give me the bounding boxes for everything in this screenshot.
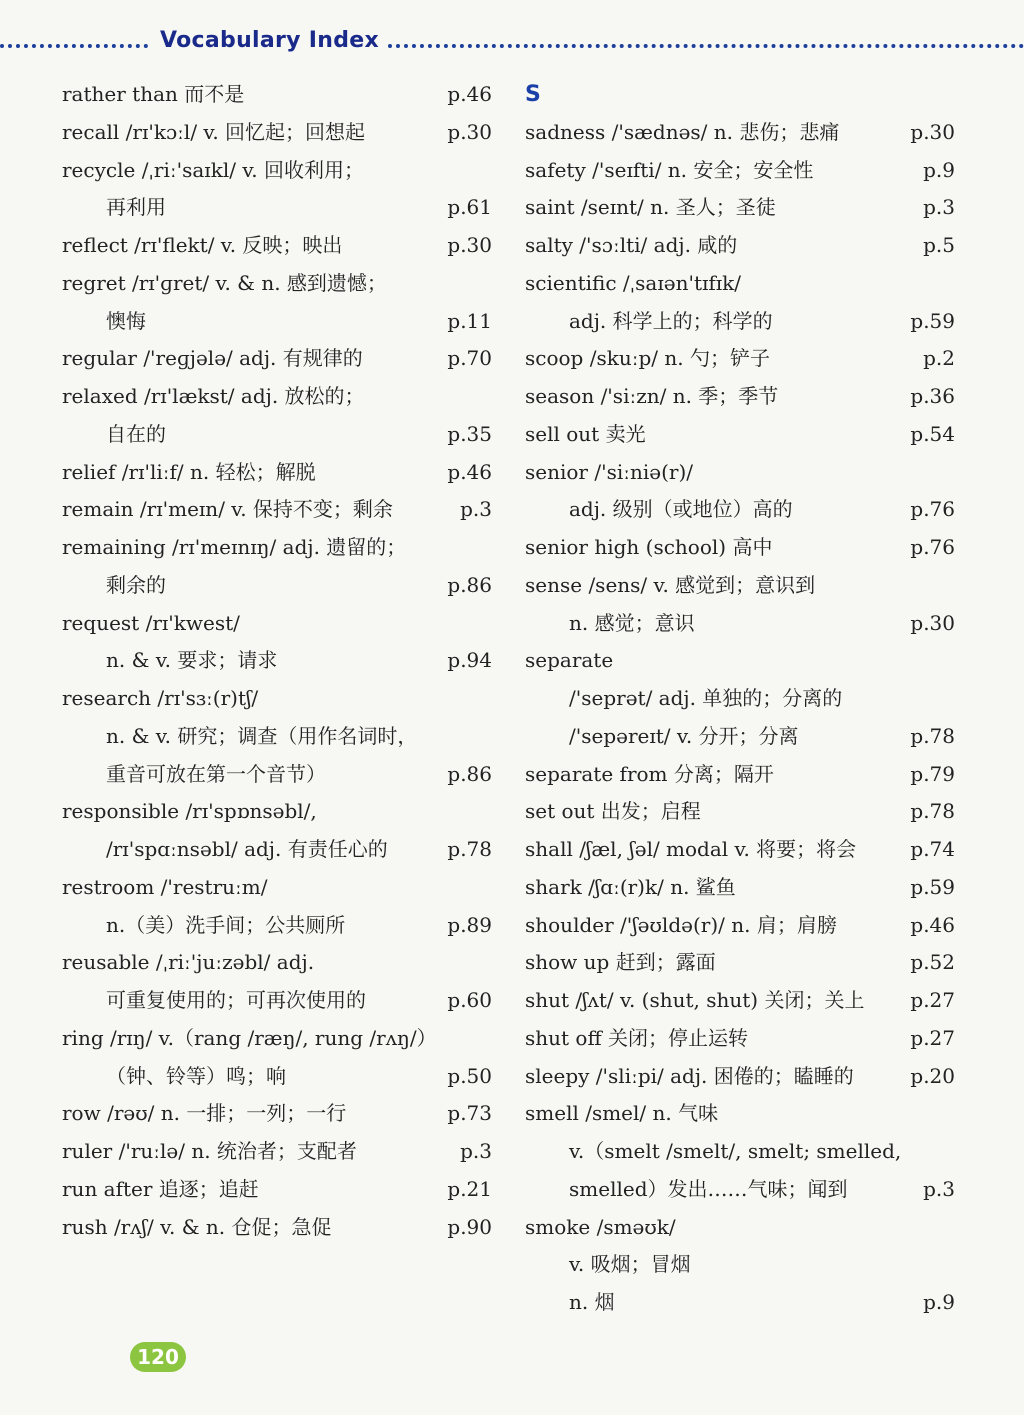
entry-page-ref: p.78 [447,837,492,861]
entry-page-ref: p.27 [910,1025,955,1050]
vocab-entry-line [62,642,492,680]
entry-text: adj. 级别（或地位）高的 [569,497,793,522]
vocab-entry-line [525,869,955,907]
entry-text: ring /rɪŋ/ v.（rang /ræŋ/, rung /rʌŋ/） [62,1025,437,1050]
entry-text: shut /ʃʌt/ v. (shut, shut) 关闭；关上 [525,988,865,1012]
entry-page-ref: p.78 [910,799,955,824]
vocab-entry-line [62,303,492,341]
entry-text: scoop /skuːp/ n. 勺；铲子 [525,346,770,371]
entry-text: regular /'reɡjələ/ adj. 有规律的 [62,346,363,371]
entry-page-ref: p.46 [447,459,492,484]
entry-text: research /rɪ'sɜː(r)tʃ/ [62,686,259,710]
vocab-entry-line [62,189,492,227]
vocab-entry-line [525,567,955,605]
vocab-entry-line [62,718,492,756]
entry-page-ref: p.79 [910,761,955,786]
vocab-entry-line [62,605,492,643]
entry-page-ref: p.36 [910,384,955,408]
vocab-entry-line [62,982,492,1020]
entry-page-ref: p.70 [447,346,492,371]
page-number-badge: 120 [130,1342,186,1372]
vocab-entry-line [62,944,492,982]
entry-text: request /rɪ'kwest/ [62,610,240,635]
entry-text: 可重复使用的；可再次使用的 [106,988,366,1012]
vocab-entry-line [525,605,955,643]
entry-page-ref: p.30 [447,119,492,144]
entry-page-ref: p.3 [923,195,955,220]
entry-text: shark /ʃɑː(r)k/ n. 鲨鱼 [525,874,736,899]
page-header [0,28,1024,62]
vocab-entry-line [62,831,492,869]
entry-text: responsible /rɪ'spɒnsəbl/, [62,799,317,824]
page-title: Vocabulary Index [160,28,379,53]
vocab-entry-line [525,1133,955,1171]
vocab-entry-line [525,227,955,265]
vocab-entry-line [62,907,492,945]
vocab-entry-line [525,1058,955,1096]
entry-page-ref: p.59 [910,308,955,333]
entry-page-ref: p.50 [447,1063,492,1088]
entry-page-ref: p.76 [910,497,955,522]
entry-page-ref: p.2 [923,346,955,371]
vocab-entry-line [525,1246,955,1284]
vocab-entry-line [62,378,492,416]
entry-page-ref: p.9 [923,1290,955,1314]
entry-text: separate from 分离；隔开 [525,761,774,786]
entry-text: 自在的 [106,421,166,446]
vocab-entry-line [525,944,955,982]
entry-page-ref: p.3 [460,1139,492,1163]
entry-text: smoke /sməʊk/ [525,1214,676,1239]
vocab-entry-line [525,378,955,416]
entry-text: sell out 卖光 [525,421,646,446]
entry-text: safety /'seɪfti/ n. 安全；安全性 [525,157,814,182]
vocab-entry-line [62,340,492,378]
entry-text: show up 赶到；露面 [525,950,716,975]
vocab-entry-line [62,416,492,454]
entry-page-ref: p.3 [460,497,492,522]
section-letter: S [525,82,541,107]
vocab-entry-line [525,529,955,567]
vocab-entry-line [62,1058,492,1096]
entry-text: rush /rʌʃ/ v. & n. 仓促；急促 [62,1214,332,1239]
entry-text: shall /ʃæl, ʃəl/ modal v. 将要；将会 [525,837,857,861]
entry-text: recall /rɪ'kɔːl/ v. 回忆起；回想起 [62,119,366,144]
entry-text: regret /rɪ'ɡret/ v. & n. 感到遗憾； [62,270,387,295]
entry-text: /'seprət/ adj. 单独的；分离的 [569,686,843,710]
entry-text: 重音可放在第一个音节） [106,761,326,786]
vocab-entry-line [525,114,955,152]
vocab-entry-line [62,1133,492,1171]
vocabulary-column-left [62,76,492,1246]
entry-page-ref: p.9 [923,157,955,182]
entry-page-ref: p.5 [923,233,955,257]
vocab-entry-line [62,152,492,190]
vocab-entry-line [525,152,955,190]
entry-text: sense /sens/ v. 感觉到；意识到 [525,572,816,597]
entry-text: n.（美）洗手间；公共厕所 [106,912,346,937]
vocab-entry-line [525,1209,955,1247]
header-dotted-rule-right [388,44,1024,48]
vocab-entry-line [525,303,955,341]
entry-page-ref: p.73 [447,1101,492,1126]
entry-page-ref: p.46 [910,912,955,937]
vocab-entry-line [62,680,492,718]
entry-text: reflect /rɪ'flekt/ v. 反映；映出 [62,233,343,257]
entry-page-ref: p.3 [923,1176,955,1201]
vocab-entry-line [62,1209,492,1247]
entry-text: remaining /rɪ'meɪnɪŋ/ adj. 遗留的； [62,535,407,559]
vocab-entry-line [525,831,955,869]
vocab-entry-line [525,416,955,454]
entry-text: salty /'sɔːlti/ adj. 咸的 [525,233,738,257]
entry-text: relief /rɪ'liːf/ n. 轻松；解脱 [62,459,316,484]
entry-page-ref: p.74 [910,837,955,861]
entry-text: v.（smelt /smelt/, smelt; smelled, [569,1139,902,1163]
entry-text: n. 烟 [569,1290,615,1314]
entry-page-ref: p.46 [447,82,492,106]
vocab-entry-line [62,491,492,529]
entry-text: 剩余的 [106,572,166,597]
entry-page-ref: p.35 [447,421,492,446]
vocab-entry-line [525,1020,955,1058]
entry-text: adj. 科学上的；科学的 [569,308,773,333]
entry-text: row /rəʊ/ n. 一排；一列；一行 [62,1101,347,1126]
entry-page-ref: p.30 [910,610,955,635]
entry-text: （钟、铃等）鸣；响 [106,1063,286,1088]
entry-page-ref: p.61 [447,195,492,220]
entry-text: 再利用 [106,195,166,220]
vocab-entry-line [525,642,955,680]
entry-page-ref: p.89 [447,912,492,937]
vocab-entry-line [62,1020,492,1058]
header-dotted-rule-left [0,44,148,48]
entry-text: /'sepəreɪt/ v. 分开；分离 [569,723,799,748]
entry-page-ref: p.60 [447,988,492,1012]
entry-text: scientific /ˌsaɪən'tɪfɪk/ [525,270,742,295]
vocab-entry-line [525,491,955,529]
vocabulary-column-right [525,76,955,1322]
entry-text: smelled）发出……气味；闻到 [569,1176,848,1201]
entry-text: relaxed /rɪ'lækst/ adj. 放松的； [62,384,365,408]
entry-page-ref: p.86 [447,761,492,786]
entry-text: saint /seɪnt/ n. 圣人；圣徒 [525,195,776,220]
vocab-entry-line [525,1095,955,1133]
vocab-entry-line [525,680,955,718]
entry-text: ruler /'ruːlə/ n. 统治者；支配者 [62,1139,357,1163]
entry-page-ref: p.76 [910,535,955,559]
vocab-entry-line [525,718,955,756]
vocab-entry-line [62,756,492,794]
vocab-entry-line [62,76,492,114]
entry-text: shut off 关闭；停止运转 [525,1025,749,1050]
vocab-entry-line [62,567,492,605]
entry-text: shoulder /'ʃəʊldə(r)/ n. 肩；肩膀 [525,912,837,937]
vocab-entry-line [62,265,492,303]
vocab-entry-line [525,1284,955,1322]
entry-text: n. & v. 要求；请求 [106,648,278,673]
entry-text: separate [525,648,614,673]
entry-text: n. 感觉；意识 [569,610,695,635]
entry-text: rather than 而不是 [62,82,245,106]
entry-text: reusable /ˌriː'juːzəbl/ adj. [62,950,315,975]
vocab-entry-line [525,982,955,1020]
entry-text: season /'siːzn/ n. 季；季节 [525,384,779,408]
section-letter-row [525,76,955,114]
vocab-entry-line [525,793,955,831]
vocab-entry-line [525,265,955,303]
entry-text: run after 追逐；追赶 [62,1176,259,1201]
vocab-entry-line [525,454,955,492]
entry-page-ref: p.54 [910,421,955,446]
entry-page-ref: p.78 [910,723,955,748]
vocab-entry-line [62,529,492,567]
vocab-entry-line [525,189,955,227]
entry-page-ref: p.20 [910,1063,955,1088]
vocab-entry-line [525,1171,955,1209]
entry-page-ref: p.30 [447,233,492,257]
entry-text: senior high (school) 高中 [525,535,773,559]
entry-text: v. 吸烟；冒烟 [569,1252,691,1277]
entry-text: restroom /'restruːm/ [62,874,268,899]
entry-page-ref: p.27 [910,988,955,1012]
entry-text: set out 出发；启程 [525,799,701,824]
entry-page-ref: p.30 [910,119,955,144]
entry-page-ref: p.94 [447,648,492,673]
vocab-entry-line [525,756,955,794]
entry-page-ref: p.21 [447,1176,492,1201]
entry-page-ref: p.11 [447,308,492,333]
vocab-entry-line [62,793,492,831]
vocab-entry-line [62,114,492,152]
vocab-entry-line [525,907,955,945]
entry-text: sadness /'sædnəs/ n. 悲伤；悲痛 [525,119,840,144]
entry-text: senior /'siːniə(r)/ [525,459,693,484]
entry-page-ref: p.52 [910,950,955,975]
entry-page-ref: p.59 [910,874,955,899]
vocab-entry-line [62,227,492,265]
vocab-entry-line [62,454,492,492]
vocab-entry-line [525,340,955,378]
entry-text: n. & v. 研究；调查（用作名词时， [106,723,418,748]
entry-text: /rɪ'spɑːnsəbl/ adj. 有责任心的 [106,837,388,861]
vocab-entry-line [62,1171,492,1209]
entry-page-ref: p.86 [447,572,492,597]
entry-text: remain /rɪ'meɪn/ v. 保持不变；剩余 [62,497,393,522]
vocab-entry-line [62,1095,492,1133]
entry-text: sleepy /'sliːpi/ adj. 困倦的；瞌睡的 [525,1063,854,1088]
entry-text: smell /smel/ n. 气味 [525,1101,719,1126]
entry-text: recycle /ˌriː'saɪkl/ v. 回收利用； [62,157,364,182]
entry-text: 懊悔 [106,308,146,333]
vocab-entry-line [62,869,492,907]
entry-page-ref: p.90 [447,1214,492,1239]
